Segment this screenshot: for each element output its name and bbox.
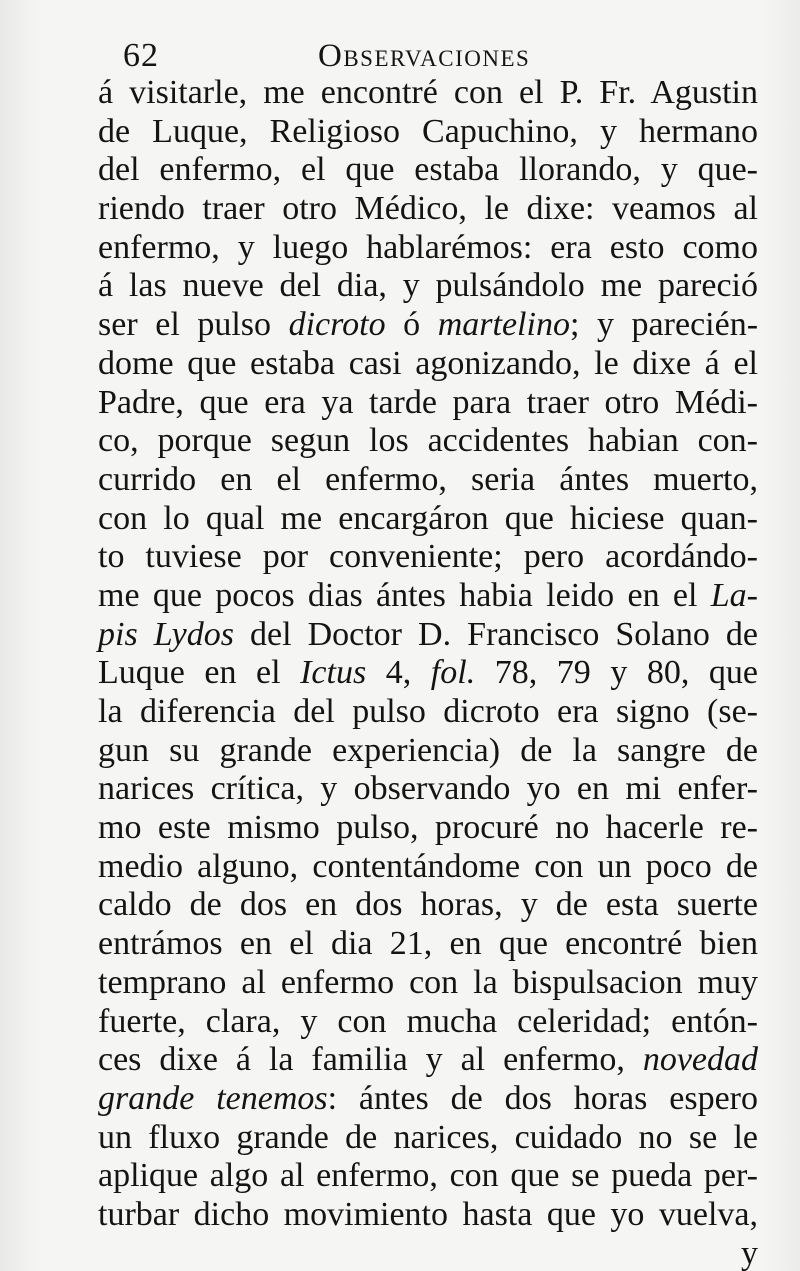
text-segment: medio alguno, contentándome con un poco de	[98, 847, 758, 885]
italic-text-segment: pis Lydos	[98, 615, 234, 653]
text-line	[98, 964, 758, 1003]
text-line	[98, 654, 758, 693]
text-segment: ; y parecién-	[569, 306, 759, 344]
text-line	[98, 732, 758, 771]
text-line	[98, 461, 758, 500]
text-segment: la diferencia del pulso dicroto era signo (se-	[98, 693, 758, 730]
italic-text-segment: Ictus	[300, 654, 367, 692]
text-segment: : ántes de dos horas espero	[327, 1079, 758, 1117]
text-segment: temprano al enfermo con la bispulsacion muy	[98, 963, 758, 1001]
text-line	[98, 229, 758, 268]
text-line	[98, 500, 758, 539]
text-segment: co, porque segun los accidentes habian con-	[98, 422, 758, 460]
text-line	[98, 267, 758, 306]
text-segment: turbar dicho movimiento hasta que yo vuelva,	[98, 1195, 758, 1233]
text-segment: dome que estaba casi agonizando, le dixe á el	[98, 344, 758, 382]
text-line	[98, 113, 758, 152]
text-segment: entrámos en el dia 21, en que encontré bien	[98, 925, 758, 963]
text-segment: narices crítica, y observando yo en mi enfer-	[98, 770, 758, 808]
text-segment: me que pocos dias ántes habia leido en el	[98, 576, 711, 614]
text-line	[98, 693, 758, 732]
text-line	[98, 538, 758, 577]
text-line	[98, 74, 758, 113]
text-segment: á las nueve del dia, y pulsándolo me pareció	[98, 267, 758, 305]
text-segment: gun su grande experiencia) de la sangre de	[98, 731, 758, 769]
running-title: Observaciones	[318, 38, 531, 74]
italic-text-segment: La-	[710, 576, 758, 614]
italic-text-segment: fol.	[430, 654, 476, 692]
text-segment: enfermo, y luego hablarémos: era esto como	[98, 228, 758, 266]
text-segment: del Doctor D. Francisco Solano de	[233, 615, 758, 653]
text-segment: ser el pulso	[98, 306, 289, 344]
text-line	[98, 770, 758, 809]
text-line	[98, 384, 758, 423]
text-segment: caldo de dos en dos horas, y de esta suerte	[98, 886, 758, 924]
text-line	[98, 1003, 758, 1042]
text-line	[98, 1119, 758, 1158]
text-segment: currido en el enfermo, seria ántes muerto,	[98, 460, 758, 498]
text-segment: de Luque, Religioso Capuchino, y hermano	[98, 112, 758, 150]
text-segment: ó	[385, 306, 438, 344]
text-segment: to tuviese por conveniente; pero acordándo-	[98, 538, 758, 576]
text-segment: fuerte, clara, y con mucha celeridad; entón-	[98, 1002, 758, 1040]
text-segment: Padre, que era ya tarde para traer otro Médi-	[98, 383, 758, 421]
running-head	[0, 32, 800, 80]
text-line	[98, 422, 758, 461]
text-line	[98, 1080, 758, 1119]
text-segment: aplique algo al enfermo, con que se pueda per-	[98, 1157, 758, 1195]
text-segment: un fluxo grande de narices, cuidado no se le	[98, 1118, 758, 1156]
text-line	[98, 1041, 758, 1080]
text-segment: mo este mismo pulso, procuré no hacerle re-	[98, 809, 758, 847]
text-line	[98, 848, 758, 887]
text-segment: á visitarle, me encontré con el P. Fr. Agustin	[98, 74, 758, 111]
italic-text-segment: dicroto	[288, 306, 386, 344]
text-line	[98, 306, 758, 345]
text-line	[98, 886, 758, 925]
text-line	[98, 925, 758, 964]
text-line	[98, 809, 758, 848]
text-segment: con lo qual me encargáron que hiciese quan-	[98, 499, 758, 537]
text-line	[98, 577, 758, 616]
text-segment: del enfermo, el que estaba llorando, y que-	[98, 151, 758, 189]
page-number: 62	[123, 37, 159, 74]
text-segment: 78, 79 y 80, que	[475, 654, 758, 692]
text-line	[98, 1196, 758, 1235]
body-text	[98, 74, 758, 1271]
text-segment: Luque en el	[98, 654, 301, 692]
text-segment: riendo traer otro Médico, le dixe: veamos al	[98, 190, 758, 228]
catchword: y	[741, 1234, 758, 1271]
italic-text-segment: grande tenemos	[98, 1079, 328, 1117]
italic-text-segment: novedad	[642, 1041, 758, 1079]
text-segment: ces dixe á la familia y al enfermo,	[98, 1041, 643, 1079]
text-line	[98, 616, 758, 655]
text-segment: 4,	[366, 654, 431, 692]
text-line	[98, 1157, 758, 1196]
text-line	[98, 151, 758, 190]
text-line	[98, 345, 758, 384]
italic-text-segment: martelino	[437, 306, 570, 344]
text-line	[98, 190, 758, 229]
